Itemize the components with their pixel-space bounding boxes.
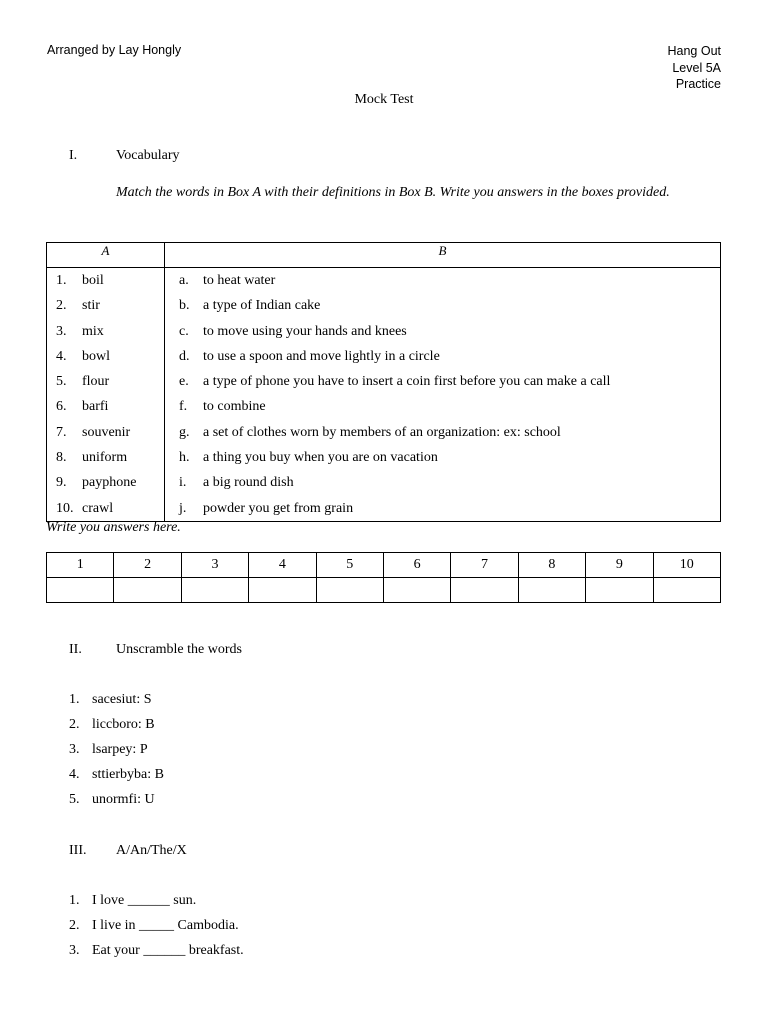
answer-input-cell[interactable] (316, 578, 383, 603)
answer-grid (46, 552, 721, 603)
answer-input-cell[interactable] (451, 578, 518, 603)
item-number: 3. (69, 742, 80, 757)
definition-letter: c. (179, 323, 189, 339)
definition-text: a set of clothes worn by members of an organization: ex: school (203, 424, 561, 440)
definition-letter: h. (179, 450, 190, 466)
word-item (47, 394, 164, 419)
answer-hint-letter: P (139, 742, 148, 757)
word-number: 7. (56, 424, 67, 440)
definition-item (165, 470, 720, 495)
item-number: 2. (69, 918, 80, 933)
word-text: crawl (82, 500, 114, 516)
definition-item (165, 293, 720, 318)
definition-letter: g. (179, 424, 190, 440)
word-text: payphone (82, 475, 137, 491)
word-list (47, 268, 164, 521)
definition-letter: f. (179, 399, 188, 415)
unscramble-item (69, 687, 164, 712)
definition-text: to move using your hands and knees (203, 323, 407, 339)
answer-number-cell: 7 (451, 553, 518, 578)
answer-hint-letter: S (143, 692, 152, 707)
word-number: 2. (56, 298, 67, 314)
word-text: uniform (82, 450, 128, 466)
word-text: flour (82, 374, 110, 390)
answer-number-cell: 2 (114, 553, 181, 578)
definition-letter: i. (179, 475, 187, 491)
definition-list (165, 268, 720, 521)
answer-hint-letter: B (145, 717, 155, 732)
article-item (69, 888, 244, 913)
word-item (47, 470, 164, 495)
scrambled-word: sttierbyba: (92, 767, 152, 782)
definition-text: a big round dish (203, 475, 294, 491)
answer-input-cell[interactable] (518, 578, 585, 603)
answer-number-cell: 3 (181, 553, 248, 578)
answer-number-cell: 6 (383, 553, 450, 578)
item-number: 1. (69, 692, 80, 707)
word-text: barfi (82, 399, 109, 415)
unscramble-item (69, 737, 164, 762)
answer-input-cell[interactable] (114, 578, 181, 603)
definition-text: to use a spoon and move lightly in a circle (203, 348, 440, 364)
word-item (47, 344, 164, 369)
definition-item (165, 369, 720, 394)
answer-input-cell[interactable] (383, 578, 450, 603)
article-item (69, 913, 244, 938)
definition-text: powder you get from grain (203, 500, 354, 516)
word-item (47, 293, 164, 318)
definition-item (165, 319, 720, 344)
word-number: 10. (56, 500, 74, 516)
unscramble-item (69, 712, 164, 737)
word-text: boil (82, 273, 104, 288)
word-text: souvenir (82, 424, 131, 440)
answer-hint-letter: U (144, 792, 155, 807)
unscramble-item (69, 787, 164, 812)
answer-input-cell[interactable] (586, 578, 653, 603)
section-1-title: Vocabulary (116, 148, 180, 163)
word-item (47, 445, 164, 470)
answer-number-cell: 9 (586, 553, 653, 578)
course-level: Level 5A (672, 60, 721, 75)
definition-text: to combine (203, 399, 266, 415)
section-1-number: I. (69, 148, 78, 163)
definition-text: a thing you buy when you are on vacation (203, 450, 438, 466)
definition-item (165, 420, 720, 445)
section-3-title: A/An/The/X (116, 843, 187, 858)
definition-text: a type of Indian cake (203, 298, 321, 314)
word-number: 3. (56, 323, 67, 339)
author-credit: Arranged by Lay Hongly (47, 43, 182, 57)
column-a-header: A (47, 243, 165, 268)
definition-item (165, 268, 720, 293)
section-2-number: II. (69, 642, 82, 657)
word-item (47, 496, 164, 521)
section-2-title: Unscramble the words (116, 642, 242, 657)
word-number: 8. (56, 450, 67, 466)
definition-text: a type of phone you have to insert a coin first before you can make a call (203, 374, 611, 390)
word-number: 1. (56, 273, 67, 288)
word-item (47, 319, 164, 344)
answer-number-cell: 8 (518, 553, 585, 578)
scrambled-word: lsarpey: (92, 742, 137, 757)
answer-input-cell[interactable] (181, 578, 248, 603)
scrambled-word: liccboro: (92, 717, 142, 732)
page-title: Mock Test (354, 92, 414, 107)
article-list (69, 888, 244, 963)
word-number: 4. (56, 348, 67, 364)
definition-letter: e. (179, 374, 189, 390)
sentence-text: I live in _____ Cambodia. (92, 918, 239, 933)
word-item (47, 420, 164, 445)
definition-item (165, 344, 720, 369)
word-text: stir (82, 298, 100, 314)
word-number: 9. (56, 475, 67, 491)
scrambled-word: unormfi: (92, 792, 141, 807)
section-3-number: III. (69, 843, 87, 858)
course-info (667, 43, 721, 93)
item-number: 2. (69, 717, 80, 732)
unscramble-item (69, 762, 164, 787)
column-b-header: B (165, 243, 721, 268)
word-number: 5. (56, 374, 67, 390)
word-item (47, 369, 164, 394)
word-text: bowl (82, 348, 110, 364)
scrambled-word: sacesiut: (92, 692, 141, 707)
definition-letter: a. (179, 273, 189, 288)
answer-number-cell: 4 (249, 553, 316, 578)
answer-hint-letter: B (154, 767, 164, 782)
item-number: 4. (69, 767, 80, 782)
definition-letter: b. (179, 298, 190, 314)
article-item (69, 938, 244, 963)
answer-number-cell: 10 (653, 553, 720, 578)
answer-input-cell[interactable] (249, 578, 316, 603)
sentence-text: Eat your ______ breakfast. (92, 943, 244, 958)
item-number: 5. (69, 792, 80, 807)
unscramble-list (69, 687, 164, 812)
answer-input-cell[interactable] (47, 578, 114, 603)
answer-note: Write you answers here. (46, 520, 181, 535)
answer-number-cell: 1 (47, 553, 114, 578)
definition-letter: d. (179, 348, 190, 364)
definition-text: to heat water (203, 273, 276, 288)
answer-input-cell[interactable] (653, 578, 720, 603)
definition-item (165, 445, 720, 470)
item-number: 3. (69, 943, 80, 958)
definition-letter: j. (179, 500, 187, 516)
course-type: Practice (675, 77, 721, 91)
word-item (47, 268, 164, 293)
section-1-instruction: Match the words in Box A with their definitions in Box B. Write you answers in the boxes provided. (116, 185, 670, 200)
course-name: Hang Out (667, 44, 721, 58)
word-number: 6. (56, 399, 67, 415)
answer-number-cell: 5 (316, 553, 383, 578)
definition-item (165, 496, 720, 521)
item-number: 1. (69, 893, 80, 908)
sentence-text: I love ______ sun. (92, 893, 197, 908)
word-text: mix (82, 323, 104, 339)
vocabulary-match-table (46, 242, 721, 522)
definition-item (165, 394, 720, 419)
